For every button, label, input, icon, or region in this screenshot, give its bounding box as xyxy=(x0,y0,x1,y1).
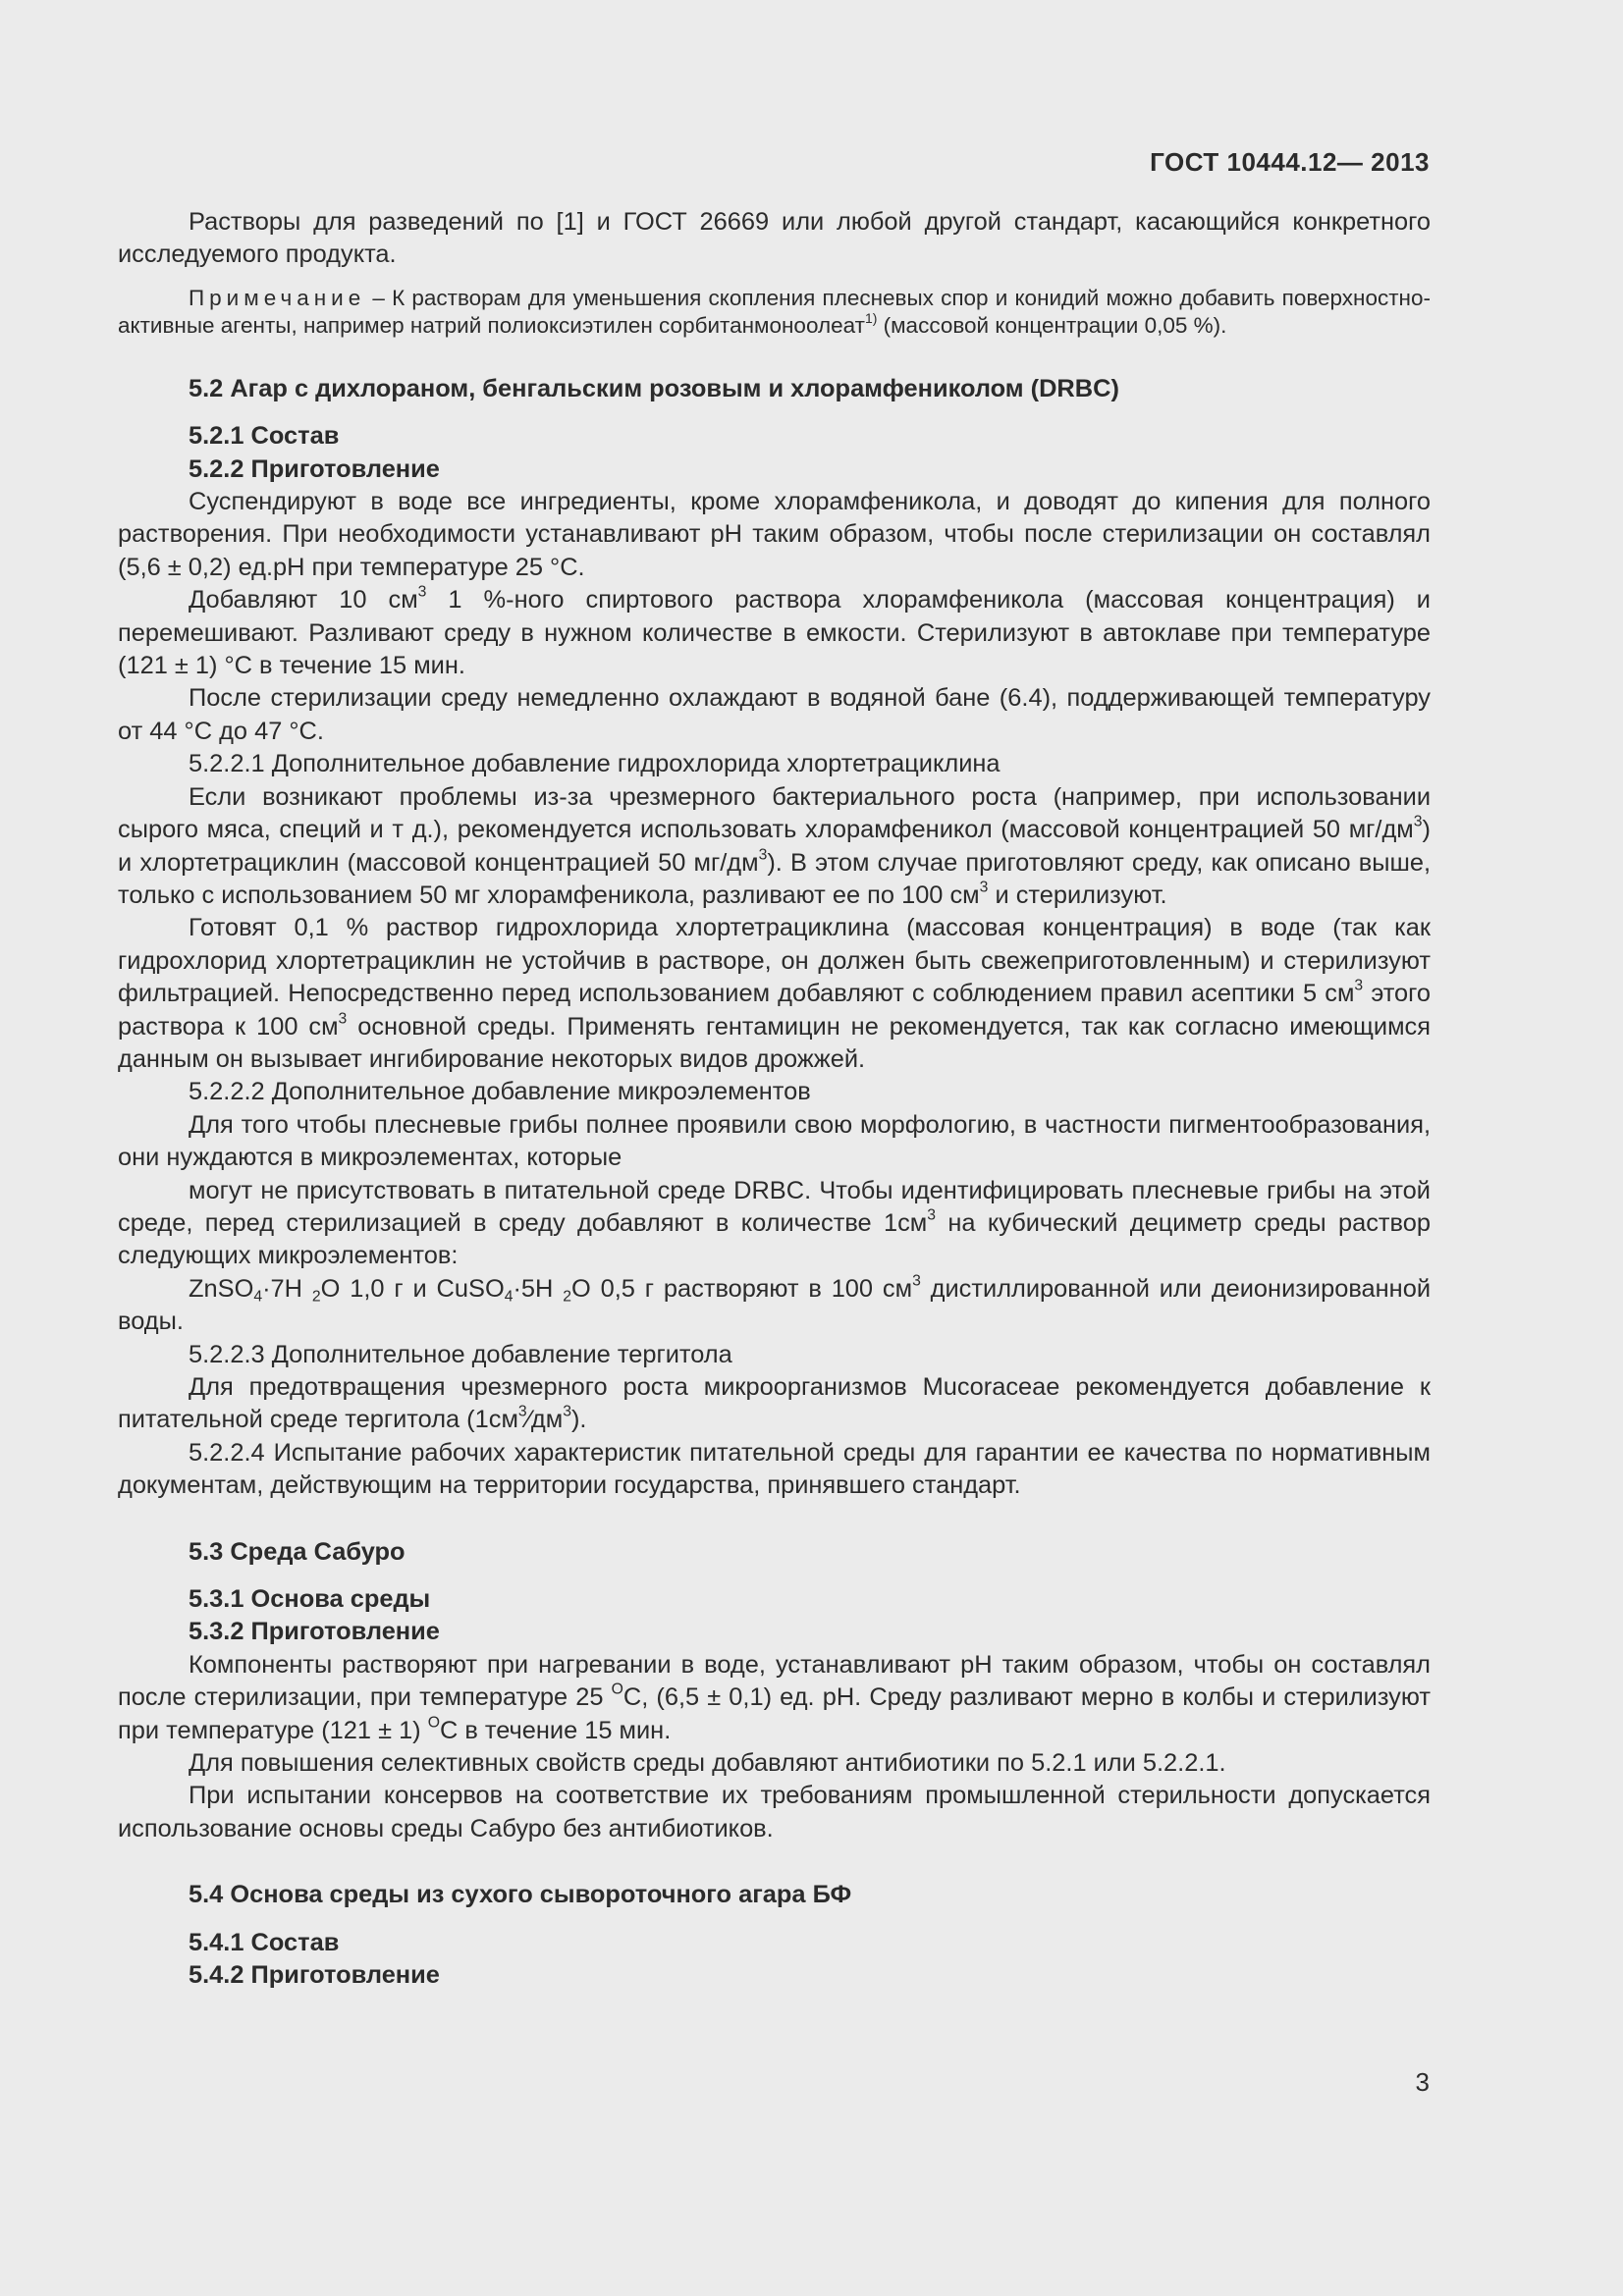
paragraph: Суспендируют в воде все ингредиенты, кроме хлорамфеникола, и доводят до кипения для полного растворения. При необходимости устанавливают pH таким образом, чтобы после стерилизации он составлял (5,6 ± 0,2) ед.pH при температуре 25 °С. xyxy=(118,488,1431,581)
paragraph: После стерилизации среду немедленно охлаждают в водяной бане (6.4), поддерживающей температуру от 44 °С до 47 °С. xyxy=(118,684,1431,745)
note: Примечание – К растворам для уменьшения скопления плесневых спор и конидий можно добавить поверхностно-активные агенты, например натрий полиоксиэтилен сорбитанмоноолеат$^{1)}$ (массовой концентрации 0,05 %). xyxy=(118,285,1431,338)
formula-paragraph: ZnSO$_4$·7H $_2$O 1,0 г и CuSO$_4$·5H $_2$O 0,5 г растворяют в 100 $см^3$ дистиллированной или деионизированной воды. xyxy=(118,1272,1432,1336)
paragraph: Компоненты растворяют при нагревании в воде, устанавливают pH таким образом, чтобы он составлял после стерилизации, при температуре 25 $^O$С, (6,5 ± 0,1) ед. pH. Среду разливают мерно в колбы и стерилизуют при температуре (121 ± 1) $^O$С в течение 15 мин. xyxy=(118,1650,1431,1744)
paragraph: 5.2.2.4 Испытание рабочих характеристик питательной среды для гарантии ее качества по нормативным документам, действующим на территории государства, принявшего стандарт. xyxy=(118,1438,1431,1500)
section-heading: 5.3 Среда Сабуро xyxy=(189,1537,406,1566)
clause-title: 5.2.2.3 Дополнительное добавление тергитола xyxy=(189,1340,732,1368)
paragraph: При испытании консервов на соответствие их требованиям промышленной стерильности допускается использование основы среды Сабуро без антибиотиков. xyxy=(118,1782,1431,1842)
section-heading: 5.4 Основа среды из сухого сывороточного агара БФ xyxy=(189,1881,852,1909)
paragraph: Для предотвращения чрезмерного роста микроорганизмов Mucoraceae рекомендуется добавление к питательной среде тергитола $(1см^3⁄дм^3)$. xyxy=(118,1373,1431,1434)
subsection-heading: 5.2.1 Состав xyxy=(189,422,340,451)
paragraph: Добавляют 10 $см^3$ 1 %-ного спиртового раствора хлорамфеникола (массовая концентрация) и перемешивают. Разливают среду в нужном количестве в емкости. Стерилизуют в автоклаве при температуре (121 ± 1) °С в течение 15 мин. xyxy=(118,583,1431,680)
page-number: 3 xyxy=(1415,2067,1430,2097)
note-label: Примечание xyxy=(189,285,366,310)
document-header: ГОСТ 10444.12— 2013 xyxy=(1150,147,1430,177)
section-heading: 5.2 Агар с дихлораном, бенгальским розовым и хлорамфениколом (DRBC) xyxy=(189,374,1119,402)
subsection-heading: 5.4.2 Приготовление xyxy=(189,1961,440,1990)
subsection-heading: 5.3.1 Основа среды xyxy=(189,1585,431,1614)
paragraph: Если возникают проблемы из-за чрезмерного бактериального роста (например, при использовании сырого мяса, специй и т д.), рекомендуется использовать хлорамфеникол (массовой концентрацией 50 $мг/дм^3$) и хлортетрациклин (массовой концентрацией 50 $мг/дм^3$). В этом случае приготовляют среду, как описано выше, только с использованием 50 мг хлорамфеникола, разливают ее по 100 $см^3$ и стерилизуют. xyxy=(118,782,1432,909)
subsection-heading: 5.4.1 Состав xyxy=(189,1928,340,1956)
paragraph: Готовят 0,1 % раствор гидрохлорида хлортетрациклина (массовая концентрация) в воде (так как гидрохлорид хлортетрациклин не устойчив в растворе, он должен быть свежеприготовленным) и стерилизуют фильтрацией. Непосредственно перед использованием добавляют с соблюдением правил асептики 5 $см^3$ этого раствора к 100 $см^3$ основной среды. Применять гентамицин не рекомендуется, так как согласно имеющимся данным он вызывает ингибирование некоторых видов дрожжей. xyxy=(118,914,1432,1073)
subsection-heading: 5.2.2 Приготовление xyxy=(189,454,440,483)
document-body xyxy=(118,206,1431,1993)
paragraph: Растворы для разведений по [1] и ГОСТ 26669 или любой другой стандарт, касающийся конкретного исследуемого продукта. xyxy=(118,208,1431,269)
paragraph: Для того чтобы плесневые грибы полнее проявили свою морфологию, в частности пигментообразования, они нуждаются в микроэлементах, которые xyxy=(118,1110,1431,1172)
paragraph: Для повышения селективных свойств среды добавляют антибиотики по 5.2.1 или 5.2.2.1. xyxy=(189,1749,1226,1778)
clause-title: 5.2.2.1 Дополнительное добавление гидрохлорида хлортетрациклина xyxy=(189,750,1001,778)
paragraph: могут не присутствовать в питательной среде DRBC. Чтобы идентифицировать плесневые грибы на этой среде, перед стерилизацией в среду добавляют в количестве $1см^3$ на кубический дециметр среды раствор следующих микроэлементов: xyxy=(118,1176,1432,1270)
clause-title: 5.2.2.2 Дополнительное добавление микроэлементов xyxy=(189,1078,811,1106)
subsection-heading: 5.3.2 Приготовление xyxy=(189,1618,440,1646)
